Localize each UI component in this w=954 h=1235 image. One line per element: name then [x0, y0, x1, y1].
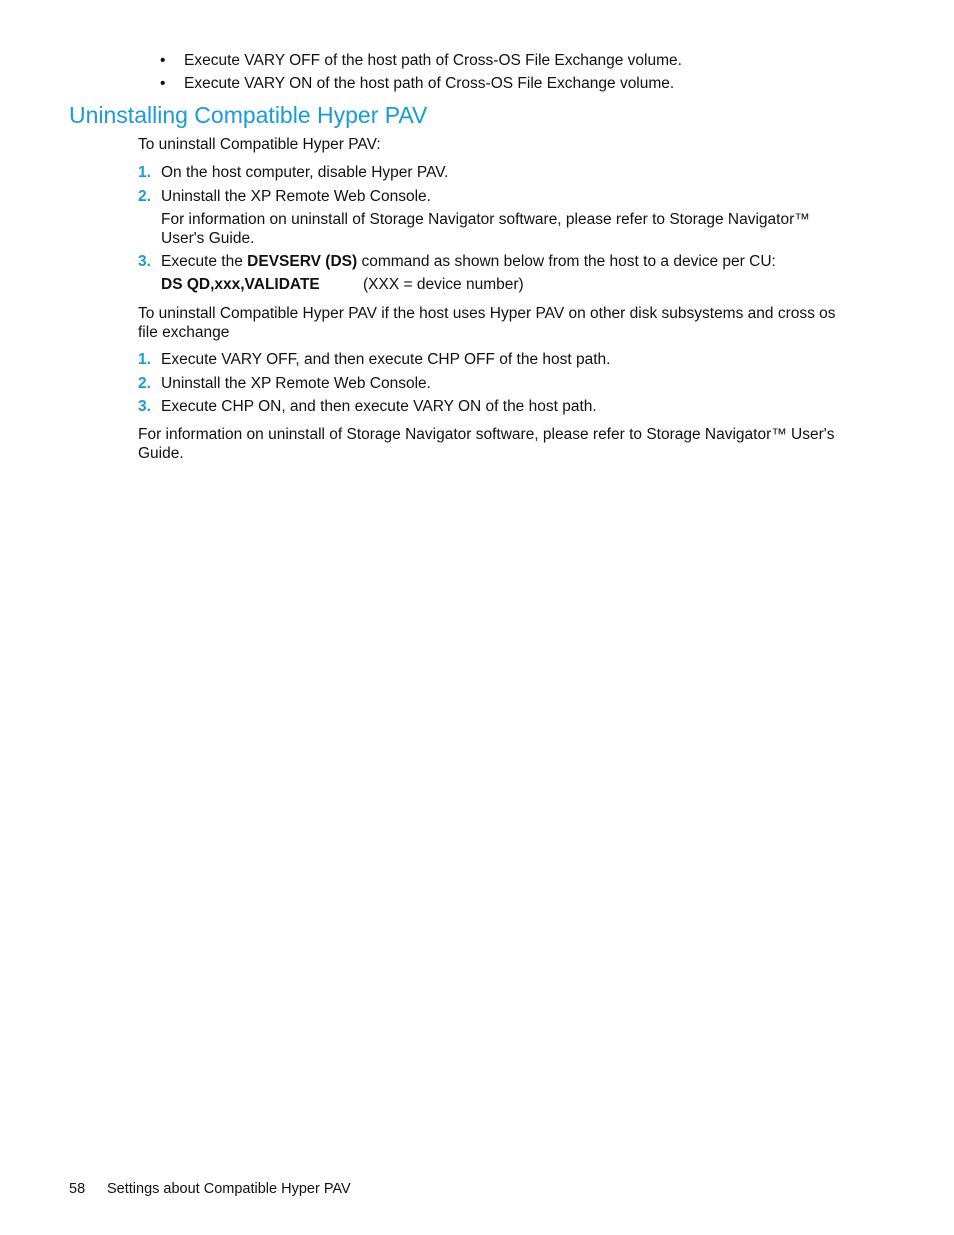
step-number: 3. [138, 398, 151, 415]
step-text: Execute VARY OFF, and then execute CHP OFF of the host path. [161, 351, 611, 368]
closing-note: For information on uninstall of Storage Navigator software, please refer to Storage Navigator™ User's Guide. [138, 426, 835, 462]
intro-paragraph-2: To uninstall Compatible Hyper PAV if the host uses Hyper PAV on other disk subsystems and cross os file exchange [138, 305, 836, 341]
bullet-item: Execute VARY ON of the host path of Cross-OS File Exchange volume. [184, 75, 675, 92]
step-number: 2. [138, 188, 151, 205]
command-name: DEVSERV (DS) [247, 253, 358, 270]
bullet-item: Execute VARY OFF of the host path of Cross-OS File Exchange volume. [184, 52, 682, 69]
bullet-marker: • [160, 75, 166, 92]
intro-paragraph: To uninstall Compatible Hyper PAV: [138, 136, 381, 153]
step-note: For information on uninstall of Storage Navigator software, please refer to Storage Navigator™ User's Guide. [161, 211, 810, 247]
step-number: 1. [138, 351, 151, 368]
step-text: On the host computer, disable Hyper PAV. [161, 164, 449, 181]
page-number: 58 [69, 1181, 86, 1197]
step-number: 3. [138, 253, 151, 270]
footer-title: Settings about Compatible Hyper PAV [107, 1181, 351, 1197]
section-heading: Uninstalling Compatible Hyper PAV [69, 102, 428, 128]
step-number: 1. [138, 164, 151, 181]
step-text: Execute CHP ON, and then execute VARY ON of the host path. [161, 398, 597, 415]
step-number: 2. [138, 375, 151, 392]
command-note: (XXX = device number) [363, 276, 524, 293]
step-text: Uninstall the XP Remote Web Console. [161, 188, 431, 205]
command-syntax: DS QD,xxx,VALIDATE [161, 276, 320, 293]
step-text: Execute the DEVSERV (DS) command as shown below from the host to a device per CU: [161, 253, 776, 270]
step-text: Uninstall the XP Remote Web Console. [161, 375, 431, 392]
bullet-marker: • [160, 52, 166, 69]
